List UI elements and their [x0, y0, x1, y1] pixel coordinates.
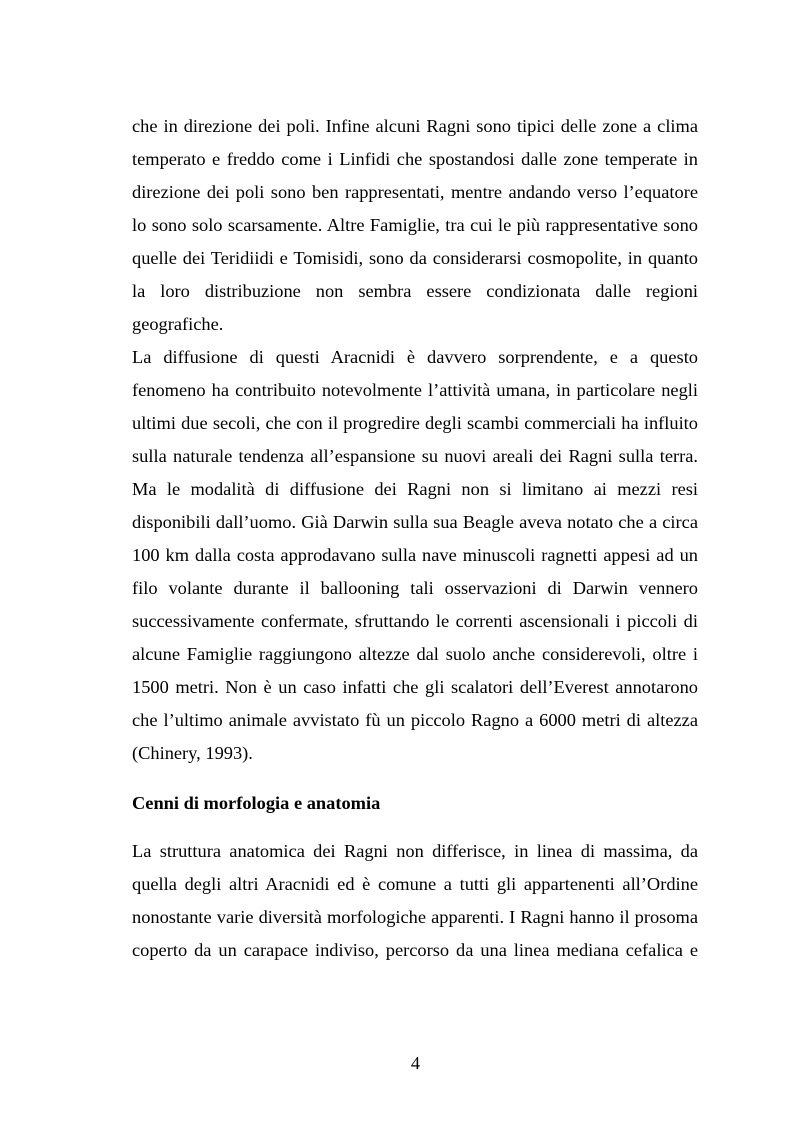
text-line: la loro distribuzione non sembra essere condizionata dalle regioni: [132, 281, 698, 301]
text-line: (Chinery, 1993).: [132, 743, 253, 763]
text-line: sulla naturale tendenza all’espansione su nuovi areali dei Ragni sulla terra.: [132, 446, 698, 466]
text-line: quelle dei Teridiidi e Tomisidi, sono da considerarsi cosmopolite, in quanto: [132, 248, 698, 268]
text-line: successivamente confermate, sfruttando le correnti ascensionali i piccoli di: [132, 611, 698, 631]
text-line: nonostante varie diversità morfologiche apparenti. I Ragni hanno il prosoma: [132, 907, 698, 927]
section-heading: Cenni di morfologia e anatomia: [132, 793, 381, 813]
text-line: alcune Famiglie raggiungono altezze dal suolo anche considerevoli, oltre i: [132, 644, 698, 664]
text-line: che l’ultimo animale avvistato fù un piccolo Ragno a 6000 metri di altezza: [132, 710, 698, 730]
text-line: fenomeno ha contribuito notevolmente l’attività umana, in particolare negli: [132, 380, 698, 400]
text-line: direzione dei poli sono ben rappresentati, mentre andando verso l’equatore: [132, 182, 698, 202]
text-line: filo volante durante il ballooning tali osservazioni di Darwin vennero: [132, 578, 698, 598]
text-line: temperato e freddo come i Linfidi che spostandosi dalle zone temperate in: [132, 149, 698, 169]
text-line: coperto da un carapace indiviso, percorso da una linea mediana cefalica e: [132, 940, 698, 960]
text-line: lo sono solo scarsamente. Altre Famiglie, tra cui le più rappresentative sono: [132, 215, 698, 235]
page-number: 4: [410, 1053, 421, 1073]
text-line: La struttura anatomica dei Ragni non differisce, in linea di massima, da: [132, 841, 698, 861]
text-line: ultimi due secoli, che con il progredire degli scambi commerciali ha influito: [132, 413, 698, 433]
text-line: disponibili dall’uomo. Già Darwin sulla sua Beagle aveva notato che a circa: [132, 512, 698, 532]
text-line: che in direzione dei poli. Infine alcuni Ragni sono tipici delle zone a clima: [132, 116, 698, 136]
text-line: 100 km dalla costa approdavano sulla nave minuscoli ragnetti appesi ad un: [132, 545, 698, 565]
text-line: Ma le modalità di diffusione dei Ragni non si limitano ai mezzi resi: [132, 479, 698, 499]
text-line: La diffusione di questi Aracnidi è davvero sorprendente, e a questo: [132, 347, 698, 367]
text-line: 1500 metri. Non è un caso infatti che gli scalatori dell’Everest annotarono: [132, 677, 698, 697]
text-line: geografiche.: [132, 314, 224, 334]
text-line: quella degli altri Aracnidi ed è comune a tutti gli appartenenti all’Ordine: [132, 874, 698, 894]
